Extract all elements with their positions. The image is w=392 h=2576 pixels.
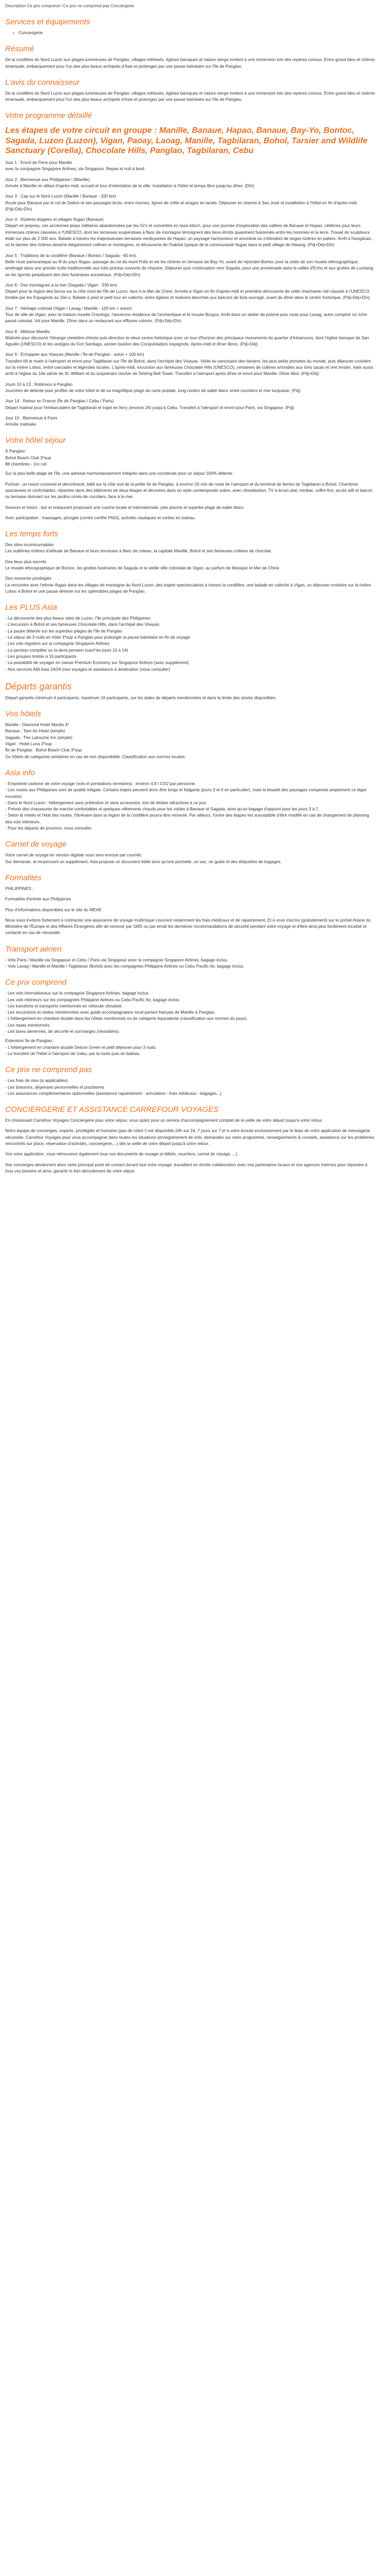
transport-heading: Transport aérien — [5, 944, 62, 954]
conciergerie-para: Vos concierges deviennent alors votre principal point de contact durant tout votre voyage, travaillant en étroite collaboration avec nos partenaires locaux et nos agences internes pour répondre à tous vos besoins et ainsi, garantir le bon déroulement de votre séjour. — [5, 1162, 368, 1173]
hotel-line: 88 chambres - 1re cat. — [5, 462, 48, 467]
list-item: - Les vols réguliers sur la compagnie Singapore Airlines — [5, 641, 110, 646]
hotel-entry: Île de Panglao : Bohol Beach Club 3*sup — [5, 748, 82, 753]
formalites-heading: Formalités — [5, 873, 42, 882]
day-text: Transfert tôt le matin à l'aéroport et envol pour Tagbilaran sur l'île de Bohol, dans l'archipel des Visayas. Visite du sanctuaire des tarsiers, les plus petits primates du monde, puis déjeuner-croisière sur la rivière Loboc, entre cascades et légendes locales. L'après-midi, excursion aux fameuses Chocolate Hills (UNESCO), centaines de collines arrondies aux tons cacao et vert tendre, mais aussi arrêt à l'église du 16e siècle de St. William et du surprenant clocher de Sinking Bell Tower. Transfert à l'aéroport après dîner et envol pour Manille. Dîner libre. (Pdj+Déj) — [5, 358, 373, 376]
list-item: - Les boissons, dépenses personnelles et pourboires — [5, 1084, 104, 1090]
hotel-para: Sur la plus belle plage de l'île, une adresse harmonieusement intégrée dans une cocoteraie pour un séjour 100% détente. — [5, 471, 234, 476]
programme-day — [5, 282, 376, 302]
hotels-list — [5, 722, 376, 760]
list-item: - Empreinte carbone de votre voyage (vols et prestations terrestres) : environ 4,9 t CO2 par personne. — [5, 781, 197, 786]
formalites-para: Plus d'informations disponibles sur le site du MEAE. — [5, 907, 103, 912]
asia-info-list — [5, 781, 376, 832]
hotel-entry: Vigan : Hotel Luna 3*sup — [5, 742, 52, 747]
list-item: - Les routes aux Philippines sont de qualité inégale. Certains trajets peuvent donc être longs et fatigants (jours 3 et 6 en particulier), mais la beauté des paysages compense amplement ce léger inconfort. — [5, 788, 367, 799]
connaisseur-text: De la cordillère du Nord Luzon aux plages lumineuses de Panglao, villages métissés, églises baroques et nature vierge invitent à une immersion loin des repères connus. Entre grand bleu et rizières émeraude, embarquement pour l'un des plus beaux archipels d'Asie et prolongez par une pause balnéaire sur l'île de Panglao. — [5, 91, 375, 102]
list-item: - Les vols internationaux sur la compagnie Singapore Airlines, bagage inclus. — [5, 991, 149, 996]
list-item: Extension île de Panglao : — [5, 1038, 55, 1044]
formalites-para: Formalités d'entrée aux Philippines — [5, 897, 71, 902]
departs-text: Départ garantis minimum 4 participants, maximum 16 participants, sur les dates de départs mentionnées et dans la limite des stocks disponibles. — [5, 695, 277, 700]
programme-day — [5, 352, 376, 377]
list-item: - Les repas mentionnés. — [5, 1022, 51, 1028]
description-line: Description Ce prix comprend / Ce prix ne comprend pas Conciergerie — [5, 4, 134, 8]
hotel-para: Portrait : un resort convivial et décontracté, bâtit sur la côte sud de la petite île de Panglao, à environ 20 min de route de l'aéroport et du terminal de ferries de Tagbilaran à Bohol. Chambres spacieuses et confortables, réparties dans des bâtiments de deux étages et décorées dans un style contemporain sobre, avec climatisation, TV à écran plat, minibar, coffre-fort, accès wifi et balcon ou terrasse donnant sur les jardins ornés de cocotiers, face à la mer. — [5, 481, 373, 500]
list-item: - La pension complète ou la demi-pension (sauf les jours 10 à 14) — [5, 647, 128, 653]
programme-heading: Votre programme détaillé — [5, 111, 92, 120]
programme-day — [5, 398, 376, 411]
day-text: Belle route panoramique au fil du pays Ifugao, passage du col du mont Polis et vie les rizières en terrasse de Bay-Yo, avant de rejoindre Bontoc pour la visite de son musée ethnographique, aménagé dans une grande hutte traditionnelle aux toits pointus couverts de chaume. Déjeuner puis continuation vers Sagada, pour une promenade dans la vallée d'Echo et aux grottes de Lumiang, où les Igorots perpétuent des rites funéraires ancestraux. (Pdj+Déj+Dîn) — [5, 259, 374, 277]
day-title: Jour 8 : Métisse Manille — [5, 329, 50, 334]
list-item: - Selon la météo et l'état des routes, l'itinéraire dans la région de la cordillère pourra être remanié. Par ailleurs, l'ordre des étapes est susceptible d'être modifié en cas de changement de planning des vols intérieurs. — [5, 813, 369, 824]
services-list — [5, 30, 376, 36]
hotel-entry: Manille : Diamond Hotel Manila 4* — [5, 722, 69, 728]
list-item: - L'hébergement en chambre double Deluxe Green et petit déjeuner pour 3 nuits. — [5, 1045, 157, 1050]
list-item: - Les taxes aériennes, de sécurité et surcharges (révisables). — [5, 1029, 120, 1034]
departs-heading: Départs garantis — [5, 681, 72, 691]
conciergerie-para: En choisissant Carrefour Voyages Conciergerie pour votre séjour, vous optez pour un service d'accompagnement complet de la veille de votre départ jusqu'à votre retour. — [5, 1118, 323, 1123]
programme-day — [5, 177, 376, 190]
hotel-line: Bohol Beach Club 3*sup — [5, 455, 51, 460]
day-text: Arrivée à Manille en début d'après-midi, accueil et tour d'orientation de la ville. Installation à l'hôtel et temps libre jusqu'au dîner. (Dîn) — [5, 183, 254, 188]
programme-days — [5, 160, 376, 428]
carnet-text: Votre carnet de voyage en version digitale vous sera envoyé par courriel. Sur demande, et moyennant un supplément, Asia propose un document édité ainsi qu'une pochette, un sac, un guide et des étiquettes de bagages. — [5, 853, 282, 864]
hotel-heading: Votre hôtel séjour — [5, 436, 66, 445]
programme-day — [5, 329, 376, 348]
forts-heading: Les temps forts — [5, 530, 58, 539]
list-item: - Les assurances complémentaires optionnelles (assistance rapatriement - annulation - frais médicaux - bagages...) — [5, 1091, 222, 1096]
day-text: Journées de détente pour profiter de votre hôtel et de sa magnifique plage de carte postale, long cordon de sable blanc entre cocotiers et mer turquoise. (Pdj) — [5, 388, 301, 393]
day-text: Départ matinal pour l'embarcadère de Tagbilaran et trajet en ferry (environ 2h) jusqu'à Cebu. Transfert à l'aéroport et envol pour Paris, via Singapour. (Pdj) — [5, 405, 294, 410]
formalites-para: PHILIPPINES : — [5, 886, 34, 891]
day-title: Jour 4 : Rizières étagées et villages Ifugao (Banaue) — [5, 217, 104, 222]
conciergerie-para: Vos voire application, vous retrouverez également tous vos documents de voyage (e-billets, vouchers, carnet de voyage, ...). — [5, 1152, 239, 1157]
formalites-para: Nous vous invitons fortement à contracter une assurance de voyage multirisque couvrant notamment les frais médicaux et de rapatriement. Et à vous inscrire (gratuitement) sur le portail Ariane du Ministère de l'Europe et des Affaires Étrangères afin de recevoir par SMS ou par email les dernières recommandations de sécurité pendant votre voyage et d'être ainsi plus facilement localisé et contacté en cas de nécessité. — [5, 917, 371, 936]
day-text: Départ pour la région des Ilocos sur la côte nord de l'île de Luzon, face à la Mer de Chine. Arrivée à Vigan en fin d'après-midi et première découverte de cette charmante cité classée à l'UNESCO, fondée par les Espagnols au 16e s. Balade à pied et petit tour en calèche, entre églises et maisons blanches aux balcons de bois ouvragé, avant de dîner dans le centre historique. (Pdj+Déj+Dîn) — [5, 289, 370, 300]
day-text: avec la compagnie Singapore Airlines, via Singapour. Repas et nuit à bord. — [5, 167, 146, 172]
list-item: - L'excursion à Bohol et ses fameuses Chocolate Hills, dans l'archipel des Visayas — [5, 622, 159, 627]
programme-day — [5, 160, 376, 173]
day-title: Jour 1 : Envol de Paris pour Manille — [5, 160, 72, 165]
day-title: Jour 2 : Bienvenue aux Philippines ! (Manille) — [5, 177, 90, 182]
list-item: - La possibilité de voyager en classe Premium Economy sur Singapore Airlines (avec supplément) — [5, 660, 189, 666]
day-text: Départ en jeepney, ces anciennes jeeps militaires abandonnées par les GI's et converties en taxis kitsch, pour une journée d'exploration des vallées de Banaue et Hapao, célèbres pour leurs immenses rizières classées à l'UNESCO, dont les terrasses suspendues à flanc de montagne témoignent des liens étroits quasiment fusionnels entre les hommes et la terre. Travail de sculpteurs étalé sur plus de 2 000 ans. Balade à travers les majestueuses terrasses verdoyantes de Hapao, un paysage harmonieux et ancestral où s'étendent de larges rizières en paliers. Arrêt à Hungduan, où le damier des rizières dessine élégamment collines et montagnes, et découverte de l'habitat typique de la communauté Ifugao dans le petit village de Hiwang. (Pdj+Déj+Dîn) — [5, 223, 372, 248]
page-content — [0, 0, 382, 1174]
exclus-list — [5, 1078, 376, 1097]
list-item: - Pour les départs de province, nous consulter. — [5, 826, 93, 831]
forts-para: Des moments privilégiés La rencontre avec l'ethnie Ifugao dans les villages de montagne du Nord Luzon, des trajets spectaculaires à travers la cordillère, une balade en calèche à Vigan, un déjeuner-croisière sur la rivière Loboc à Bohol et une pause détente sur les splendides plages de Panglao. — [5, 576, 371, 594]
day-text: Tour de ville de Vigan, avec la maison-musée Crisologo, l'ancienne résidence de l'archevêque et le musée Burgos. Arrêt dans un atelier de poterie puis route pour Laoag, autre comptoir où riche passé colonial. Vol pour Manille. Dîner dans un restaurant aux effluves colorés. (Pdj+Déj+Dîn) — [5, 312, 367, 324]
day-title: Jour 14 : Retour en France (Île de Panglao / Cebu / Paris) — [5, 399, 114, 404]
programme-day — [5, 193, 376, 213]
list-item: - Nos services Allô Asia 24/24 (nos voyages et assistance à destination (nous consulter) — [5, 667, 170, 672]
list-item: - Les frais de visa (si applicables) — [5, 1078, 68, 1083]
programme-day — [5, 217, 376, 248]
day-title: Jour 15 : Bienvenue à Paris — [5, 415, 57, 420]
list-item: - Les groupes limités à 16 participants — [5, 654, 77, 659]
inclus-heading: Ce prix comprend — [5, 978, 67, 987]
hotel-para: Avec participation : massages, plongée (centre certifié PADI), activités nautiques et sorties en bateau. — [5, 515, 196, 520]
day-title: Jour 6 : Des montagnes à la mer (Sagada / Vigan - 330 km) — [5, 282, 117, 288]
programme-day — [5, 415, 376, 428]
list-item: - La découverte des plus beaux sites de Luzon, l'île principale des Philippines — [5, 616, 150, 621]
hotel-line: À Panglao: — [5, 449, 26, 454]
list-item: - Dans le Nord Luzon : hébergement sans prétention et sans accessoire, loin de étoiles attractives à ce jour. — [5, 800, 207, 805]
programme-day — [5, 306, 376, 325]
programme-day — [5, 253, 376, 278]
plus-asia-heading: Les PLUS Asia — [5, 603, 57, 612]
transport-list — [5, 957, 376, 970]
forts-para: Des lieux plus secrets Le musée ethnographique de Bontoc, les grottes funéraires de Sagada et la vieille ville coloniale de Vigan, au parfum de Mexique et Mer de Chine. — [5, 559, 280, 570]
hotel-entry: Banaue : Tam-An Hotel (simple) — [5, 729, 65, 734]
services-heading: Services et équipements — [5, 18, 91, 26]
list-item: - Le séjour de 3 nuits en hôtel 3*sup à Panglao pour prolonger la pause balnéaire en fin de voyage — [5, 635, 190, 640]
hotel-entry: Sagada : The Latouche Inn (simple) — [5, 735, 73, 740]
service-item: • Conciergerie — [19, 30, 376, 36]
list-item: - Le transfert de l'hôtel à l'aéroport de Cebu, par la route puis en bateau. — [5, 1051, 141, 1056]
list-item: - Les vols intérieurs sur les compagnies Philippine Airlines ou Cebu Pacific Air, bagage inclus. — [5, 997, 180, 1002]
plus-asia-list — [5, 615, 376, 673]
day-title: Jour 5 : Traditions de la cordillère (Banaue / Bontoc / Sagada - 60 km) — [5, 253, 137, 258]
hotels-heading: Vos hôtels — [5, 710, 41, 719]
list-item: - La pause détente sur les superbes plages de l'île de Panglao — [5, 628, 123, 634]
resume-text: De la cordillère du Nord Luzon aux plages lumineuses de Panglao, villages métissés, églises baroques et nature vierge invitent à une immersion loin des repères connus. Entre grand bleu et rizières émeraude, embarquement pour l'un des plus beaux archipels d'Asie et prolongez par une pause balnéaire sur l'île de Panglao. — [5, 57, 375, 69]
exclus-heading: Ce prix ne comprend pas — [5, 1065, 92, 1075]
list-item: - Les transferts et transports mentionnés en véhicule climatisé. — [5, 1003, 123, 1008]
hotel-lines — [5, 448, 376, 468]
connaisseur-heading: L'avis du connaisseur — [5, 78, 80, 87]
list-item: - Vols Paris / Manille via Singapour et Cebu / Paris via Singapour avec la compagnie Singapore Airlines, bagage inclus. — [5, 957, 229, 962]
day-text: Arrivée matinale. — [5, 422, 37, 427]
carnet-heading: Carnet de voyage — [5, 840, 67, 849]
day-title: Jour 9 : Échappée aux Visayas (Manille / Île de Panglao - avion + 100 km) — [5, 352, 144, 357]
list-item: - L'hébergement en chambre double dans les hôtels mentionnés ou de catégorie équivalente (classification aux normes du pays). — [5, 1016, 248, 1021]
day-text: Route pour Banaue par le col de Dalton et ses paysages bruts, entre mornes, lignes de crête et virages en lacets. Déjeuner en chemin à San José et installation à l'hôtel en fin d'après-midi. (Pdj+Déj+Dîn) — [5, 200, 358, 212]
asia-info-heading: Asia info — [5, 768, 35, 777]
list-item: - Prévoir des chaussures de marche confortables et quelques vêtements chauds pour les visites à Banaue et Sagada, ainsi qu'un bagage d'appoint pour les jours 3 à 7. — [5, 807, 320, 812]
resume-heading: Résumé — [5, 44, 34, 54]
day-title: Jours 10 à 13 : Robinson à Panglao — [5, 382, 73, 387]
conciergerie-para: Notre équipe de concierges, experte, privilégiée et humaine (pas de robot !) est disponible 24h sur 24, 7 jours sur 7 et à votre écoute exclusivement par le biais de votre application de messagerie sécurisée. Carrefour Voyages pour vous accompagner dans toutes les situations (enregistrement de vols, demandes sur votre programme, renseignements & conseils, assistance sur les problèmes rencontrés sur place, réservation d'activités, conciergerie,...) dès la veille de votre départ jusqu'à votre retour. — [5, 1128, 374, 1147]
day-title: Jour 3 : Cap sur le Nord Luzon (Manille / Banaue - 320 km) — [5, 194, 116, 199]
hotel-entry: Ou hôtels de catégories similaires en cas de non disponibilité. Classification aux normes locales. — [5, 754, 186, 759]
tour-title: Les étapes de votre circuit en groupe : Manille, Banaue, Hapao, Banaue, Bay-Yo, Bontoc, Sagada, Luzon (Luzon), Vigan, Paoay, Laoag, Manille, Tagbilaran, Bohol, Tarsier and Wildlife Sanctuary (Corella), Chocolate Hills, Panglao, Tagbilaran, Cebu — [5, 126, 368, 155]
conciergerie-heading: CONCIERGERIE ET ASSISTANCE CARREFOUR VOYAGES — [5, 1105, 219, 1114]
forts-para: Des sites incontournables Les sublimes rizières d'altitude de Banaue et leurs terrasses à flanc de coteau, la capitale Manille, Bohol et ses fameuses collines de chocolat. — [5, 543, 272, 554]
day-title: Jour 7 : Héritage colonial (Vigan / Laoag / Manille - 100 km + avion) — [5, 306, 132, 311]
hotel-para: Saveurs et loisirs : bar et restaurant proposant une cuisine locale et internationale, jolie piscine et superbe plage de sable blanc. — [5, 505, 245, 510]
inclus-list — [5, 990, 376, 1057]
programme-day — [5, 382, 376, 395]
day-text: Matinée pour découvrir l'étrange cimetière chinois puis direction la vieux centre historique avec un tour d'horizon des principaux monuments du quartier d'Intramuros, dont l'église baroque de San Agustin (UNESCO) et les vestiges du Fort Santiago, ancien bastion des Conquistadors espagnols. Après-midi et dîner libres. (Pdj+Déj) — [5, 335, 369, 347]
list-item: - Vols Laoag / Manille et Manille / Tagbilaran (Bohol) avec les compagnies Philippine Airlines ou Cebu Pacific Air, bagage inclus. — [5, 963, 245, 969]
list-item: - Les excursions et visites mentionnées avec guide accompagnateur local parlant français de Manille à Panglao. — [5, 1010, 216, 1015]
